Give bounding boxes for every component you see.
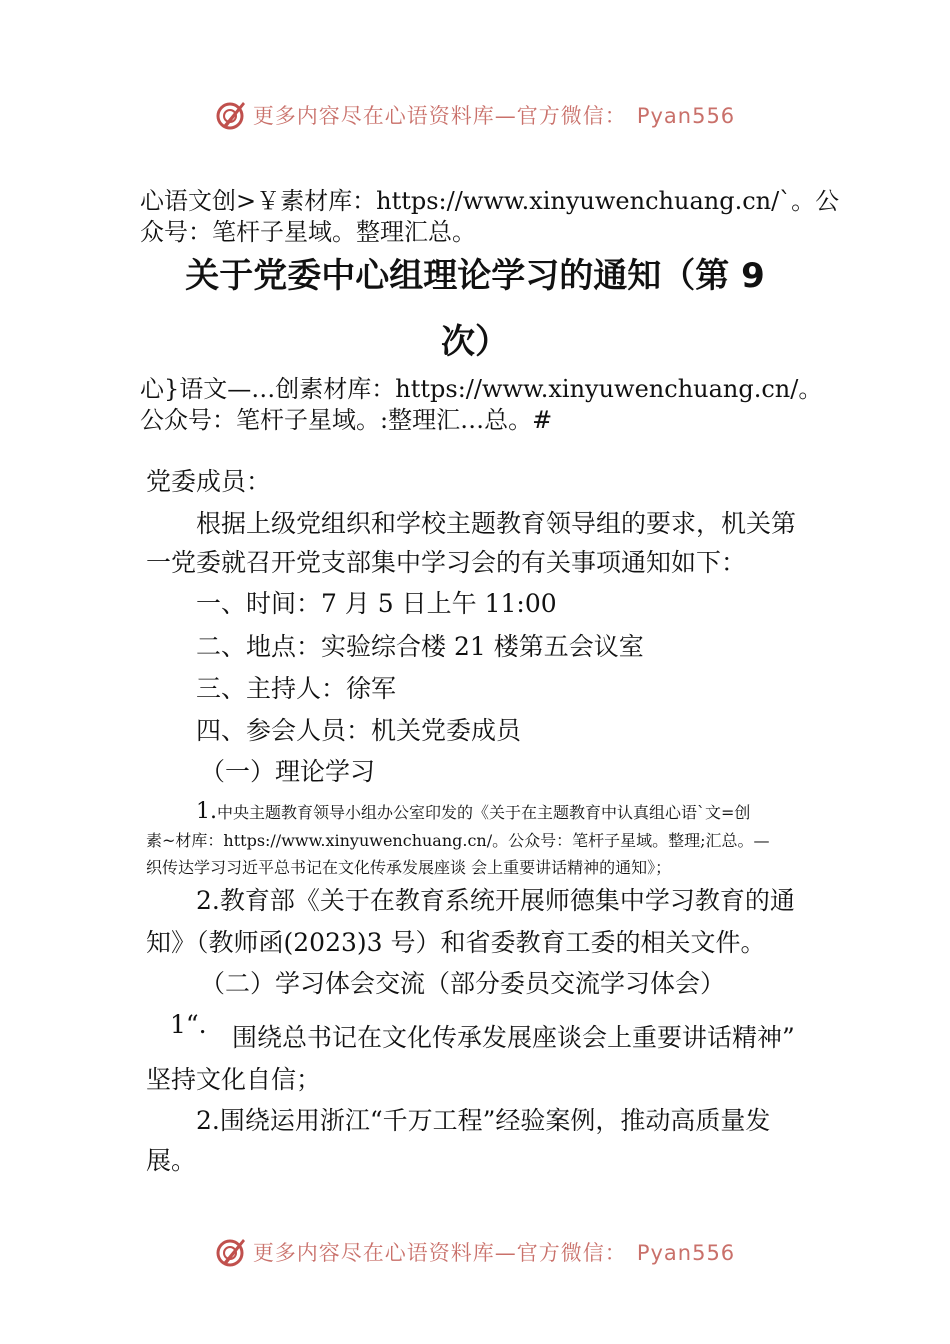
- title-line: 次）: [441, 322, 509, 362]
- meeting-host: 三、主持人：徐军: [196, 674, 397, 703]
- list-item-line: 展。: [146, 1146, 197, 1175]
- source-note: [140, 186, 839, 248]
- list-item-line: 织传达学习习近平总书记在文化传承发展座谈 会上重要讲话精神的通知》；: [146, 858, 672, 877]
- source-note-line: 心语文创>￥素材库：https://www.xinyuwenchuang.cn/`。公: [140, 187, 840, 215]
- list-item: 1.中央主题教育领导小组办公室印发的《关于在主题教育中认真组心语`文=创: [196, 799, 751, 824]
- quill-logo-icon: [215, 98, 249, 132]
- wechat-id: Pyan556: [636, 104, 736, 128]
- banner-text: 更多内容尽在心语资料库—官方微信： Pyan556: [252, 1241, 736, 1265]
- meeting-location: 二、地点：实验综合楼 21 楼第五会议室: [196, 632, 644, 661]
- quill-logo-icon: [215, 1235, 249, 1269]
- salutation: 党委成员：: [146, 467, 272, 496]
- source-note-2: [140, 374, 822, 436]
- list-item: 2.教育部《关于在教育系统开展师德集中学习教育的通: [196, 886, 795, 915]
- document-title: [0, 243, 950, 375]
- paragraph-line: 一党委就召开党支部集中学习会的有关事项通知如下：: [146, 548, 747, 577]
- list-item: 围绕总书记在文化传承发展座谈会上重要讲话精神”: [232, 1023, 795, 1052]
- watermark-banner-top: [0, 95, 950, 135]
- list-item-line: 知》（教师函(2023)3 号）和省委教育工委的相关文件。: [146, 928, 766, 957]
- section-heading: （二）学习体会交流（部分委员交流学习体会）: [200, 969, 726, 998]
- title-line: 关于党委中心组理论学习的通知（第 9: [185, 256, 765, 296]
- section-heading: （一）理论学习: [200, 757, 376, 786]
- list-item: 2.围绕运用浙江“千万工程”经验案例，推动高质量发: [196, 1106, 771, 1135]
- banner-text: 更多内容尽在心语资料库—官方微信： Pyan556: [252, 104, 736, 128]
- list-item-line: 素~材库：https://www.xinyuwenchuang.cn/。公众号：笔杆子星域。整理;汇总。—: [146, 831, 770, 850]
- paragraph-line: 根据上级党组织和学校主题教育领导组的要求，机关第: [196, 509, 797, 538]
- wechat-id: Pyan556: [636, 1241, 736, 1265]
- watermark-banner-bottom: [0, 1232, 950, 1272]
- list-item-line: 坚持文化自信；: [146, 1065, 322, 1094]
- source-note-line: 公众号：笔杆子星域。:整理汇…总。#: [140, 406, 553, 434]
- meeting-time: 一、时间：7 月 5 日上午 11:00: [196, 589, 557, 618]
- source-note-line: 众号：笔杆子星域。整理汇总。: [140, 218, 476, 246]
- meeting-attendees: 四、参会人员：机关党委成员: [196, 716, 522, 745]
- source-note-line: 心}语文—…创素材库：https://www.xinyuwenchuang.cn/。: [140, 375, 823, 403]
- list-item-number: 1“.: [170, 1010, 207, 1039]
